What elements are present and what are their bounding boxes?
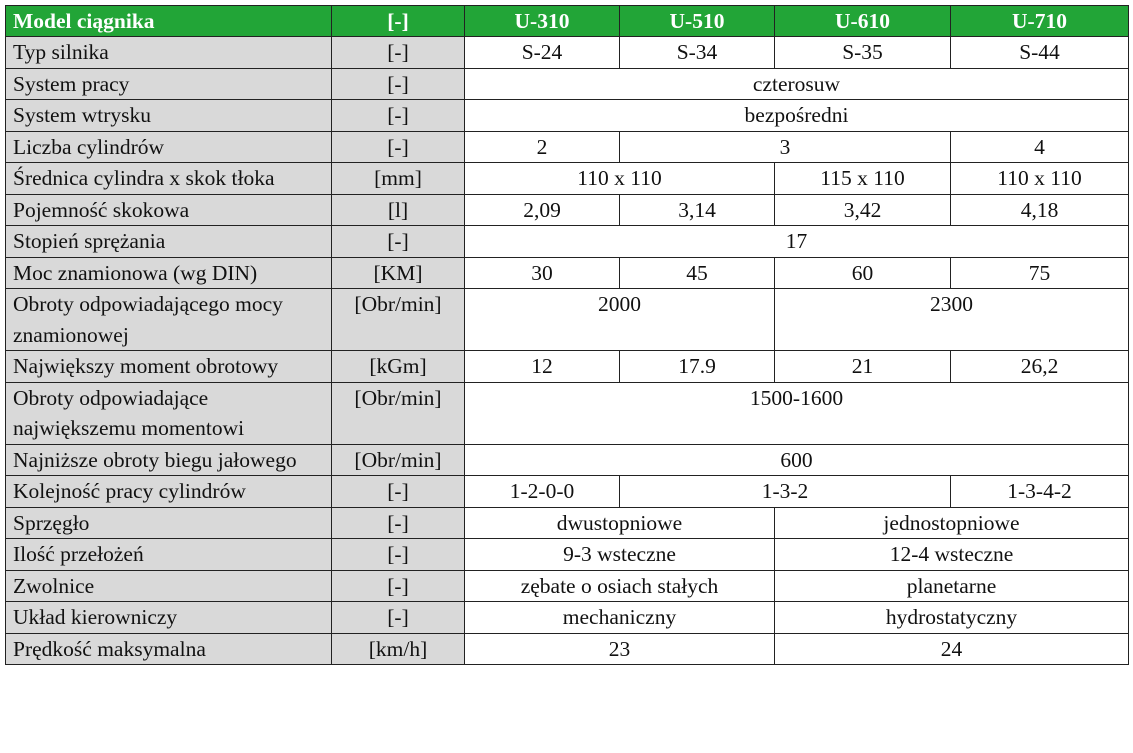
row-label: System pracy <box>6 68 332 100</box>
table-row <box>6 257 1129 289</box>
row-unit: [-] <box>332 539 465 571</box>
row-label: Liczba cylindrów <box>6 131 332 163</box>
cell-value: bezpośredni <box>465 100 1129 132</box>
row-unit: [l] <box>332 194 465 226</box>
cell-value: 9-3 wsteczne <box>465 539 775 571</box>
row-unit: [-] <box>332 476 465 508</box>
row-unit: [-] <box>332 507 465 539</box>
cell-value: 12 <box>465 351 620 383</box>
table-row <box>6 570 1129 602</box>
cell-value: 60 <box>775 257 951 289</box>
cell-value: czterosuw <box>465 68 1129 100</box>
header-model-u510: U-510 <box>620 6 775 37</box>
cell-value: 115 x 110 <box>775 163 951 195</box>
cell-value: 1-2-0-0 <box>465 476 620 508</box>
table-row <box>6 633 1129 665</box>
row-label: Najniższe obroty biegu jałowego <box>6 444 332 476</box>
row-label: Ilość przełożeń <box>6 539 332 571</box>
cell-value: 1-3-2 <box>620 476 951 508</box>
cell-value: 17 <box>465 226 1129 258</box>
row-unit: [Obr/min] <box>332 444 465 476</box>
cell-value: 1500-1600 <box>465 382 1129 444</box>
row-unit: [Obr/min] <box>332 382 465 444</box>
cell-value: 2000 <box>465 289 775 351</box>
row-unit: [KM] <box>332 257 465 289</box>
table-row <box>6 289 1129 351</box>
header-model-u310: U-310 <box>465 6 620 37</box>
row-label: Pojemność skokowa <box>6 194 332 226</box>
header-model-u710: U-710 <box>951 6 1129 37</box>
cell-value: 4 <box>951 131 1129 163</box>
table-row <box>6 507 1129 539</box>
table-row <box>6 539 1129 571</box>
table-row <box>6 100 1129 132</box>
row-unit: [-] <box>332 100 465 132</box>
cell-value: mechaniczny <box>465 602 775 634</box>
cell-value: 2,09 <box>465 194 620 226</box>
row-label: Moc znamionowa (wg DIN) <box>6 257 332 289</box>
row-unit: [-] <box>332 226 465 258</box>
cell-value: hydrostatyczny <box>775 602 1129 634</box>
cell-value: 110 x 110 <box>465 163 775 195</box>
cell-value: dwustopniowe <box>465 507 775 539</box>
header-model-label: Model ciągnika <box>6 6 332 37</box>
row-unit: [mm] <box>332 163 465 195</box>
row-label: Kolejność pracy cylindrów <box>6 476 332 508</box>
cell-value: 4,18 <box>951 194 1129 226</box>
cell-value: S-34 <box>620 37 775 69</box>
header-model-u610: U-610 <box>775 6 951 37</box>
row-label: Obroty odpowiadającego mocy znamionowej <box>6 289 332 351</box>
cell-value: 110 x 110 <box>951 163 1129 195</box>
cell-value: 17.9 <box>620 351 775 383</box>
table-row <box>6 68 1129 100</box>
row-unit: [-] <box>332 570 465 602</box>
cell-value: S-24 <box>465 37 620 69</box>
cell-value: 45 <box>620 257 775 289</box>
row-unit: [-] <box>332 602 465 634</box>
cell-value: 30 <box>465 257 620 289</box>
header-unit-label: [-] <box>332 6 465 37</box>
cell-value: 3,14 <box>620 194 775 226</box>
cell-value: 3 <box>620 131 951 163</box>
row-unit: [-] <box>332 37 465 69</box>
table-row <box>6 37 1129 69</box>
table-row <box>6 382 1129 444</box>
table-row <box>6 351 1129 383</box>
cell-value: 2300 <box>775 289 1129 351</box>
table-row <box>6 131 1129 163</box>
table-row <box>6 226 1129 258</box>
cell-value: 75 <box>951 257 1129 289</box>
row-label: Sprzęgło <box>6 507 332 539</box>
cell-value: 21 <box>775 351 951 383</box>
table-row <box>6 194 1129 226</box>
row-label: Stopień sprężania <box>6 226 332 258</box>
cell-value: 1-3-4-2 <box>951 476 1129 508</box>
row-unit: [Obr/min] <box>332 289 465 351</box>
row-label: Układ kierowniczy <box>6 602 332 634</box>
cell-value: 2 <box>465 131 620 163</box>
row-label: Największy moment obrotowy <box>6 351 332 383</box>
row-label: Średnica cylindra x skok tłoka <box>6 163 332 195</box>
row-unit: [-] <box>332 131 465 163</box>
table-row <box>6 476 1129 508</box>
cell-value: 23 <box>465 633 775 665</box>
cell-value: 600 <box>465 444 1129 476</box>
cell-value: S-44 <box>951 37 1129 69</box>
cell-value: 24 <box>775 633 1129 665</box>
table-row <box>6 602 1129 634</box>
cell-value: jednostopniowe <box>775 507 1129 539</box>
row-label: Zwolnice <box>6 570 332 602</box>
cell-value: 3,42 <box>775 194 951 226</box>
cell-value: 12-4 wsteczne <box>775 539 1129 571</box>
table-row <box>6 163 1129 195</box>
header-row <box>6 6 1129 37</box>
row-label: Prędkość maksymalna <box>6 633 332 665</box>
row-unit: [-] <box>332 68 465 100</box>
tractor-spec-table <box>5 5 1129 665</box>
cell-value: 26,2 <box>951 351 1129 383</box>
table-row <box>6 444 1129 476</box>
cell-value: planetarne <box>775 570 1129 602</box>
cell-value: zębate o osiach stałych <box>465 570 775 602</box>
row-label: Typ silnika <box>6 37 332 69</box>
row-unit: [km/h] <box>332 633 465 665</box>
row-label: System wtrysku <box>6 100 332 132</box>
cell-value: S-35 <box>775 37 951 69</box>
row-unit: [kGm] <box>332 351 465 383</box>
row-label: Obroty odpowiadające największemu momentowi <box>6 382 332 444</box>
